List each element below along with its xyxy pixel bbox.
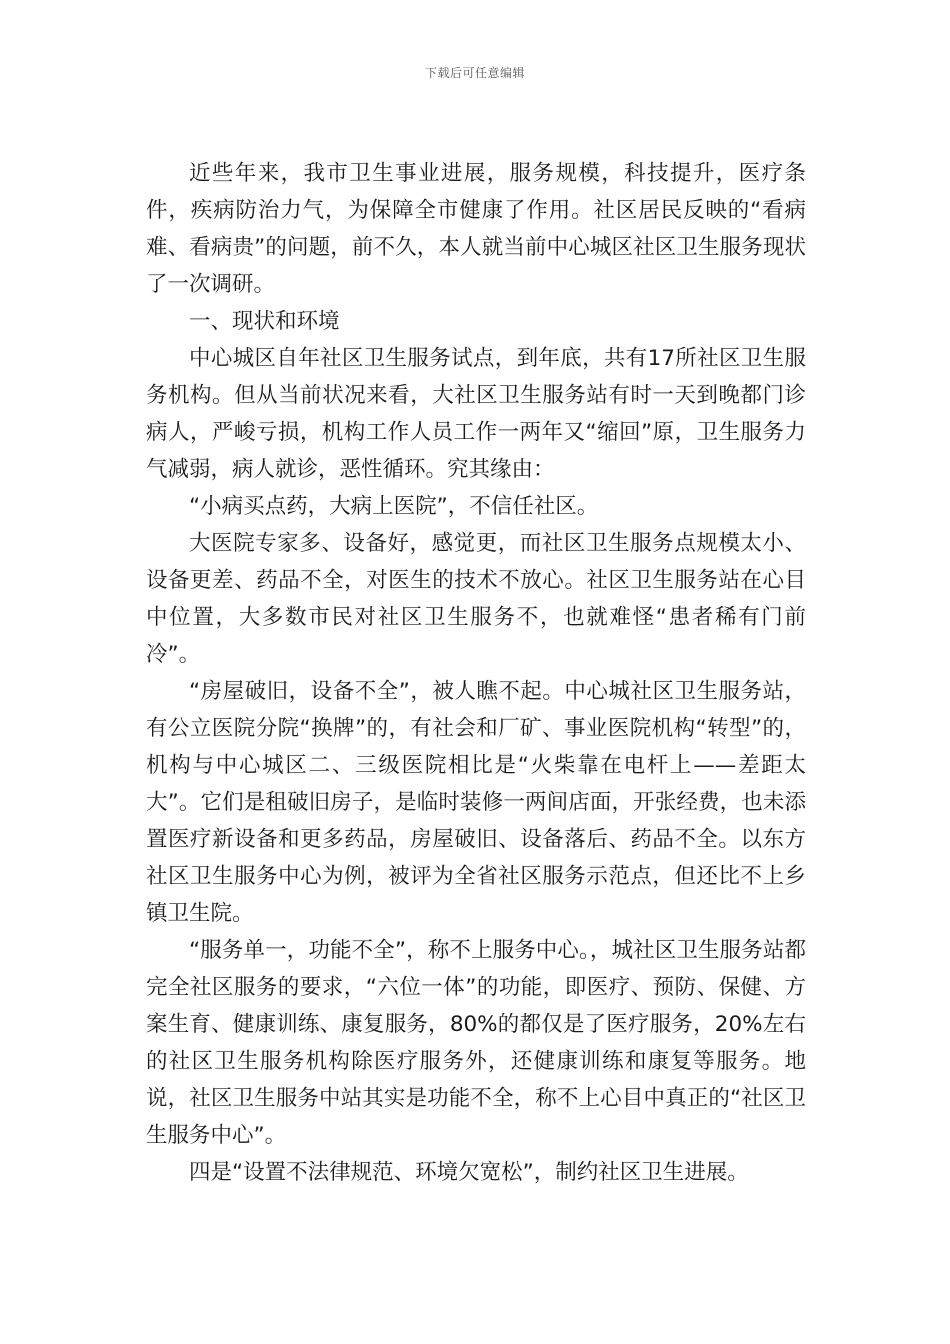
paragraph: “小病买点药，大病上医院”，不信任社区。	[189, 494, 599, 519]
paragraph: 四是“设置不法律规范、环境欠宽松”，制约社区卫生进展。	[189, 1160, 749, 1185]
paragraph: “服务单一，功能不全”，称不上服务中心。，城社区卫生服务站都完全社区服务的要求，“六位一体”的功能，即医疗、预防、保健、方案生育、健康训练、康复服务，80%的都仅是了医疗服务，20%左右的社区卫生服务机构除医疗服务外，还健康训练和康复等服务。地说，社区卫生服务中站其实是功能不全，称不上心目中真正的“社区卫生服务中心”。	[146, 938, 806, 1148]
paragraph: 大医院专家多、设备好，感觉更，而社区卫生服务点规模太小、设备更差、药品不全，对医生的技术不放心。社区卫生服务站在心目中位置，大多数市民对社区卫生服务不，也就难怪“患者稀有门前冷”。	[146, 531, 806, 667]
section-heading: 一、现状和环境	[189, 309, 340, 334]
paragraph: 中心城区自年社区卫生服务试点，到年底，共有17所社区卫生服务机构。但从当前状况来看，大社区卫生服务站有时一天到晚都门诊病人，严峻亏损，机构工作人员工作一两年又“缩回”原，卫生服务力气减弱，病人就诊，恶性循环。究其缘由：	[146, 346, 806, 482]
paragraph: “房屋破旧，设备不全”，被人瞧不起。中心城社区卫生服务站，有公立医院分院“换牌”的，有社会和厂矿、事业医院机构“转型”的，机构与中心城区二、三级医院相比是“火柴靠在电杆上——差距太大”。它们是租破旧房子，是临时装修一两间店面，开张经费，也未添置医疗新设备和更多药品，房屋破旧、设备落后、药品不全。以东方社区卫生服务中心为例，被评为全省社区服务示范点，但还比不上乡镇卫生院。	[146, 679, 806, 926]
document-body	[146, 155, 806, 1191]
paragraph: 近些年来，我市卫生事业进展，服务规模，科技提升，医疗条件，疾病防治力气，为保障全市健康了作用。社区居民反映的“看病难、看病贵”的问题，前不久，本人就当前中心城区社区卫生服务现状了一次调研。	[146, 161, 806, 297]
page-header: 下载后可任意编辑	[424, 66, 525, 80]
